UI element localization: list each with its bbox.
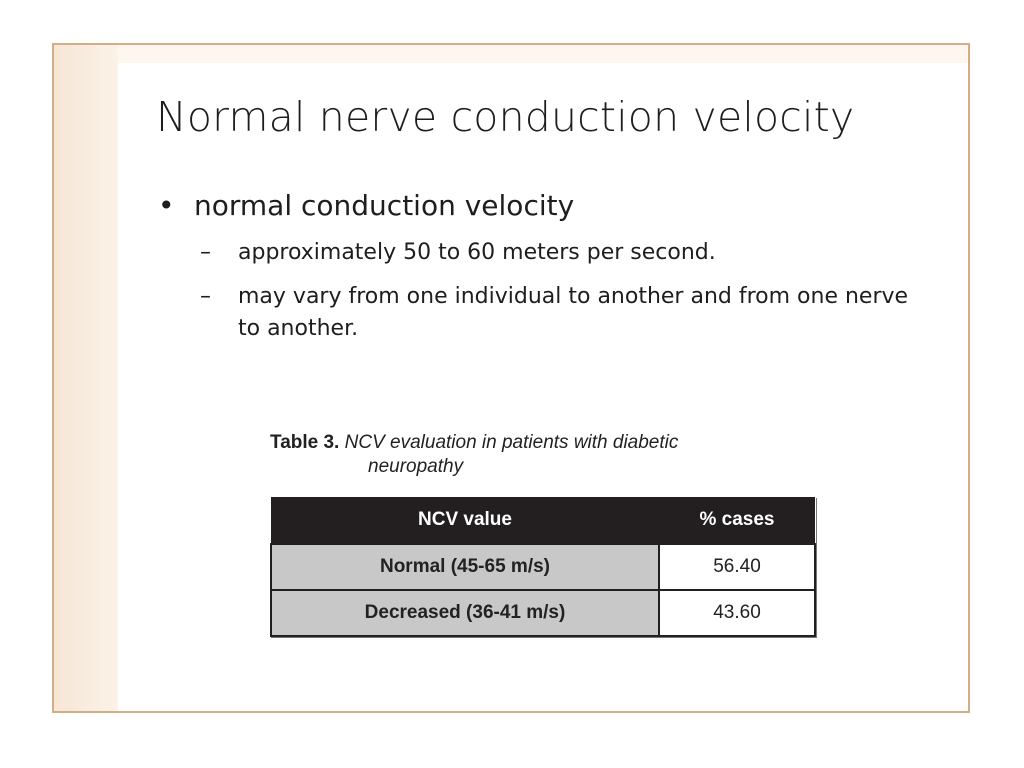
table-cell: Decreased (36-41 m/s) [271,590,659,636]
column-header: NCV value [271,497,659,544]
column-header: % cases [659,497,815,544]
table-cell: 43.60 [659,590,815,636]
table-caption-text: NCV evaluation in patients with diabetic [344,432,679,453]
bullet-dot-icon: • [158,189,175,222]
sub-item-text: may vary from one individual to another and from one nerve to another. [238,284,909,341]
dash-icon: – [200,240,211,265]
table-row [271,590,815,636]
sub-item-text: approximately 50 to 60 meters per second. [238,240,716,265]
dash-icon: – [200,284,211,309]
bullet-text: normal conduction velocity [194,189,575,222]
table-row [271,544,815,590]
sub-item [200,237,920,269]
left-decorative-band [54,45,118,711]
table-cell: 56.40 [659,544,815,590]
sub-item [200,281,920,345]
table-caption [270,431,830,479]
bullet-item [158,189,574,222]
table-header-row [271,497,815,544]
slide-title: Normal nerve conduction velocity [156,93,855,141]
table-caption-continued: neuropathy [368,456,464,477]
slide-content [118,63,968,711]
slide-frame [52,43,970,713]
ncv-table [270,497,816,637]
table-caption-label: Table 3. [270,432,340,453]
table-cell: Normal (45-65 m/s) [271,544,659,590]
